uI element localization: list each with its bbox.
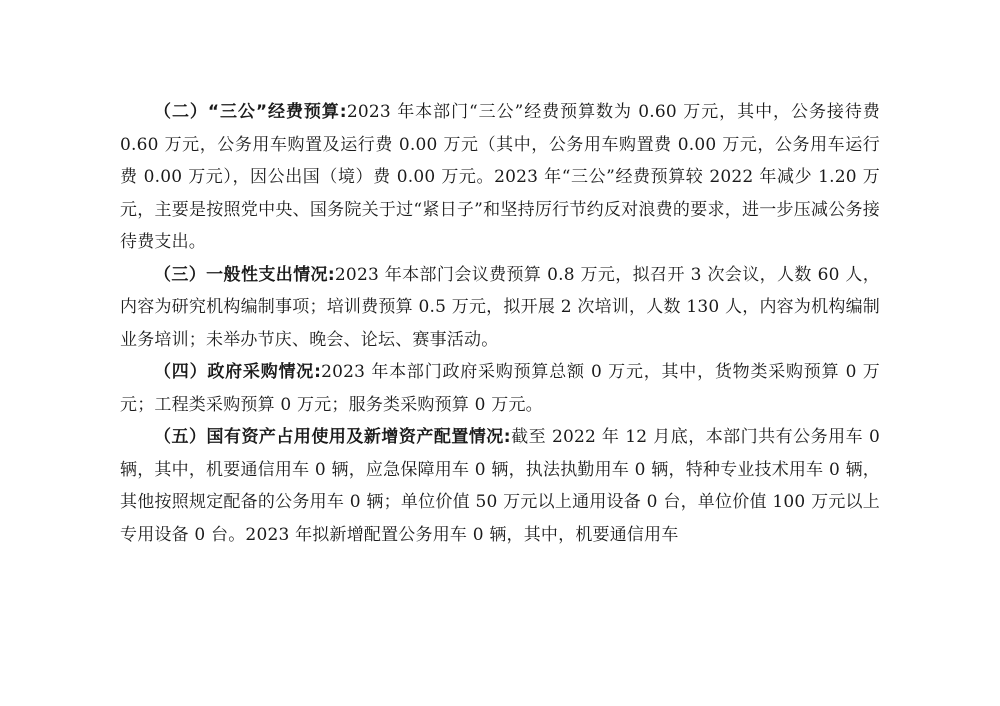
paragraph-body: 2023 年本部门政府采购预算总额 0 万元，其中，货物类采购预算 0 万元；工程类采购预算 0 万元；服务类采购预算 0 万元。	[120, 362, 880, 415]
document-page	[120, 96, 880, 551]
paragraph-body: 2023 年本部门会议费预算 0.8 万元，拟召开 3 次会议，人数 60 人，内容为研究机构编制事项；培训费预算 0.5 万元，拟开展 2 次培训，人数 130 人，内容为机构编制业务培训；未举办节庆、晚会、论坛、赛事活动。	[120, 264, 880, 350]
paragraph-body: 截至 2022 年 12 月底，本部门共有公务用车 0 辆，其中，机要通信用车 0 辆，应急保障用车 0 辆，执法执勤用车 0 辆，特种专业技术用车 0 辆，其他按照规定配备的公务用车 0 辆；单位价值 50 万元以上通用设备 0 台，单位价值 100 万元以上专用设备 0 台。2023 年拟新增配置公务用车 0 辆，其中，机要通信用车	[120, 427, 881, 545]
paragraph-heading: （四）政府采购情况:	[154, 362, 322, 382]
paragraph-general-expenditure	[120, 259, 880, 357]
paragraph-three-public-budget	[120, 96, 880, 259]
paragraph-heading: （五）国有资产占用使用及新增资产配置情况:	[154, 427, 511, 447]
paragraph-government-procurement	[120, 356, 880, 421]
paragraph-body: 2023 年本部门“三公”经费预算数为 0.60 万元，其中，公务接待费 0.60 万元，公务用车购置及运行费 0.00 万元（其中，公务用车购置费 0.00 万元，公务用车运行费 0.00 万元），因公出国（境）费 0.00 万元。2023 年“三公”经费预算较 2022 年减少 1.20 万元，主要是按照党中央、国务院关于过“紧日子”和坚持厉行节约反对浪费的要求，进一步压减公务接待费支出。	[120, 102, 880, 252]
paragraph-heading: （三）一般性支出情况:	[154, 264, 335, 285]
paragraph-state-assets	[120, 421, 880, 551]
paragraph-heading: （二）“三公”经费预算:	[154, 102, 347, 122]
